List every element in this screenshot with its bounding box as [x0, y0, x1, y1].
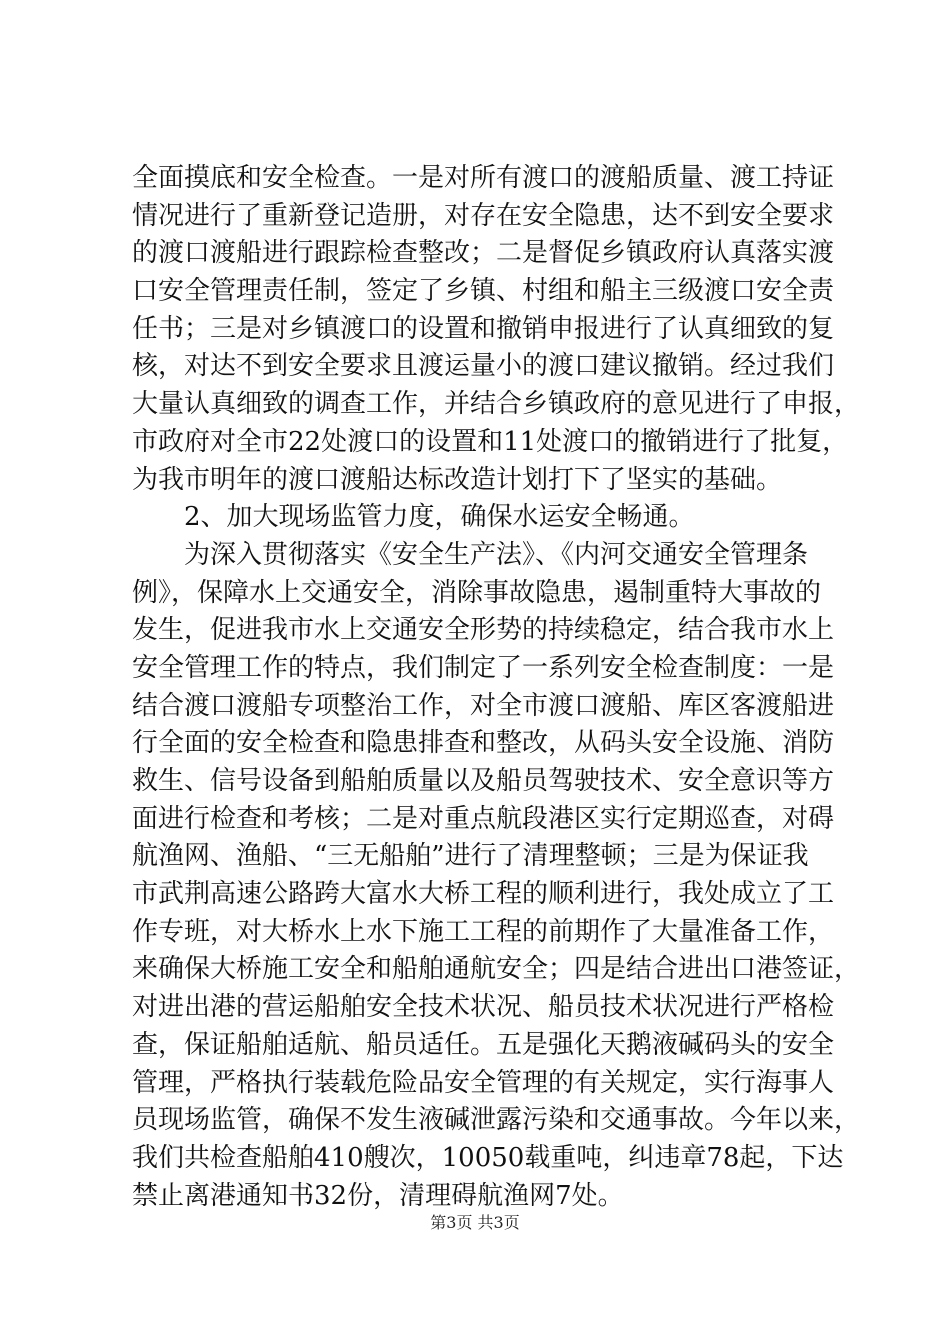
text-line: 市武荆高速公路跨大富水大桥工程的顺利进行，我处成立了工	[132, 879, 835, 910]
text-line: 员现场监管，确保不发生液碱泄露污染和交通事故。今年以来，	[132, 1105, 861, 1136]
text-line: 行全面的安全检查和隐患排查和整改，从码头安全设施、消防	[132, 728, 835, 759]
text-line: 任书；三是对乡镇渡口的设置和撤销申报进行了认真细致的复	[132, 313, 835, 344]
text-line: 航渔网、渔船、“三无船舶”进行了清理整顿；三是为保证我	[132, 841, 809, 872]
text-line: 发生，促进我市水上交通安全形势的持续稳定，结合我市水上	[132, 615, 835, 646]
text-line: 面进行检查和考核；二是对重点航段港区实行定期巡查，对碍	[132, 803, 835, 834]
text-line: 救生、信号设备到船舶质量以及船员驾驶技术、安全意识等方	[132, 766, 835, 796]
page-footer: 第3页 共3页	[430, 1213, 520, 1232]
body-text	[132, 160, 861, 1215]
text-line: 作专班，对大桥水上水下施工工程的前期作了大量准备工作，	[132, 916, 835, 947]
text-line: 禁止离港通知书32份，清理碍航渔网7处。	[132, 1180, 624, 1211]
text-line: 管理，严格执行装载危险品安全管理的有关规定，实行海事人	[132, 1067, 835, 1098]
text-line: 安全管理工作的特点，我们制定了一系列安全检查制度：一是	[132, 652, 835, 683]
text-line: 为深入贯彻落实《安全生产法》、《内河交通安全管理条	[132, 539, 809, 570]
text-line: 口安全管理责任制，签定了乡镇、村组和船主三级渡口安全责	[132, 276, 835, 307]
text-line: 为我市明年的渡口渡船达标改造计划打下了坚实的基础。	[132, 464, 783, 495]
text-line: 例》，保障水上交通安全，消除事故隐患，遏制重特大事故的	[132, 577, 822, 608]
text-line: 对进出港的营运船舶安全技术状况、船员技术状况进行严格检	[132, 992, 835, 1023]
text-line: 核，对达不到安全要求且渡运量小的渡口建议撤销。经过我们	[132, 351, 835, 382]
text-line: 市政府对全市22处渡口的设置和11处渡口的撤销进行了批复，	[132, 426, 849, 457]
text-line: 情况进行了重新登记造册，对存在安全隐患，达不到安全要求	[132, 200, 835, 231]
text-line: 大量认真细致的调查工作，并结合乡镇政府的意见进行了申报，	[132, 389, 861, 420]
section-heading: 2、加大现场监管力度，确保水运安全畅通。	[132, 502, 695, 533]
text-line: 的渡口渡船进行跟踪检查整改；二是督促乡镇政府认真落实渡	[132, 238, 835, 269]
text-line: 结合渡口渡船专项整治工作，对全市渡口渡船、库区客渡船进	[132, 690, 835, 721]
text-line: 来确保大桥施工安全和船舶通航安全；四是结合进出口港签证，	[132, 954, 861, 985]
text-line: 查，保证船舶适航、船员适任。五是强化天鹅液碱码头的安全	[132, 1029, 835, 1060]
text-line: 全面摸底和安全检查。一是对所有渡口的渡船质量、渡工持证	[132, 163, 835, 193]
text-line: 我们共检查船舶410艘次，10050载重吨，纠违章78起，下达	[132, 1142, 844, 1173]
